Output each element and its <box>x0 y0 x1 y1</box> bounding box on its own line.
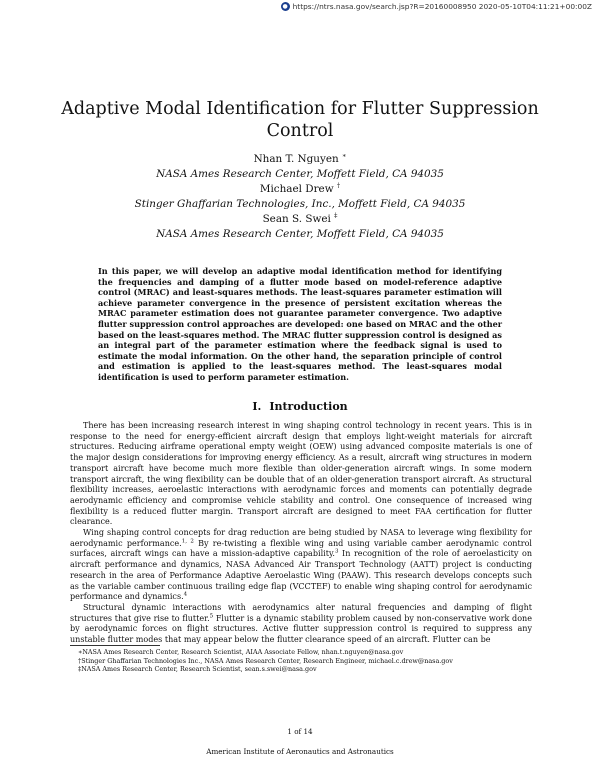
paragraph: Wing shaping control concepts for drag reduction are being studied by NASA to leverage wing flexibility for aerodynamic performance.$^{1, 2}$ By re-twisting a flexible wing and using variable camber aerodynamic control surfaces, aircraft wings can have a mission-adaptive capability.$^3$ In recognition of the role of aeroelasticity on aircraft performance and dynamics, NASA Advanced Air Transport Technology (AATT) project is conducting research in the area of Performance Adaptive Aeroelastic Wing (PAAW). This research develops concepts such as the variable camber continuous trailing edge flap (VCCTEF) to enable wing shaping control for aerodynamic performance and dynamics.$^4$ <box>70 528 533 602</box>
citation-ref[interactable]: 1, 2 <box>181 538 194 545</box>
section-number: I. <box>252 400 262 413</box>
author-name: Michael Drew † <box>259 181 341 195</box>
citation-ref[interactable]: 5 <box>209 612 214 619</box>
citation-ref[interactable]: 3 <box>335 548 339 555</box>
footnote-mark: † <box>336 181 341 190</box>
citation-ref[interactable]: 4 <box>183 591 188 598</box>
author-name: Sean S. Swei ‡ <box>262 211 338 225</box>
abstract: In this paper, we will develop an adaptive modal identification method for identifying the frequencies and damping of a flutter mode based on model-reference adaptive control (MRAC) and least-squares methods. The least-squares parameter estimation will achieve parameter convergence in the presence of persistent excitation whereas the MRAC parameter estimation does not guarantee parameter convergence. Two adaptive flutter suppression control approaches are developed: one based on MRAC and the other based on the least-squares method. The MRAC flutter suppression control is designed as an integral part of the parameter estimation where the feedback signal is used to estimate the modal information. On the other hand, the separation principle of control and estimation is applied to the least-squares method. The least-squares modal identification is used to perform parameter estimation. <box>98 266 502 382</box>
paper-title: Adaptive Modal Identification for Flutter Suppression Control <box>61 99 539 141</box>
footnote: ∗NASA Ames Research Center, Research Scientist, AIAA Associate Fellow, nhan.t.nguyen@nasa.gov <box>78 648 404 656</box>
author-name: Nhan T. Nguyen ∗ <box>253 151 347 165</box>
footnote-mark: ‡ <box>334 211 338 220</box>
footnote: †Stinger Ghaffarian Technologies Inc., NASA Ames Research Center, Research Engineer, michael.c.drew@nasa.gov <box>78 656 453 665</box>
author-block <box>60 152 540 242</box>
nasa-ntrs-badge-icon: ● <box>282 3 288 10</box>
page-number: 1 of 14 <box>287 727 313 736</box>
paragraph: There has been increasing research interest in wing shaping control technology in recent years. This is in response to the need for energy-efficient aircraft design that employs light-weight materials for aircraft structures. Reducing airframe operational empty weight (OEW) using advanced composite materials is one of the major design considerations for improving energy efficiency. As a result, aircraft wing structures in modern transport aircraft have become much more flexible than older-generation aircraft wings. In some modern transport aircraft, the wing flexibility can be double that of an older-generation transport aircraft. As structural flexibility increases, aeroelastic interactions with aerodynamic forces and moments can potentially degrade aerodynamic efficiency and compromise vehicle stability and control. One consequence of increased wing flexibility is a reduced flutter margin. Transport aircraft are designed to meet FAA certification for flutter clearance. <box>70 421 532 527</box>
ntrs-stamp[interactable] <box>281 2 592 11</box>
ntrs-stamp-link[interactable]: https://ntrs.nasa.gov/search.jsp?R=20160008950 2020-05-10T04:11:21+00:00Z <box>292 2 592 11</box>
footnote-divider <box>70 645 160 646</box>
section-heading <box>60 400 540 413</box>
author-affiliation: NASA Ames Research Center, Moffett Field, CA 94035 <box>156 228 444 240</box>
paragraph: Structural dynamic interactions with aerodynamics alter natural frequencies and damping of flight structures that give rise to flutter.$^5$ Flutter is a dynamic stability problem caused by non-conservative work done by aerodynamic forces on flight structures. Active flutter suppression control is required to suppress any unstable flutter modes that may appear below the flutter clearance speed of an aircraft. Flutter can be <box>70 602 532 645</box>
author-affiliation: Stinger Ghaffarian Technologies, Inc., Moffett Field, CA 94035 <box>134 198 466 210</box>
body-text <box>70 421 532 646</box>
publisher-footer: American Institute of Aeronautics and Astronautics <box>206 747 394 756</box>
footnote-mark: ∗ <box>342 151 347 160</box>
footnotes <box>70 648 532 674</box>
section-title: Introduction <box>269 400 348 413</box>
author-affiliation: NASA Ames Research Center, Moffett Field, CA 94035 <box>156 168 444 180</box>
footnote: ‡NASA Ames Research Center, Research Scientist, sean.s.swei@nasa.gov <box>78 665 317 674</box>
